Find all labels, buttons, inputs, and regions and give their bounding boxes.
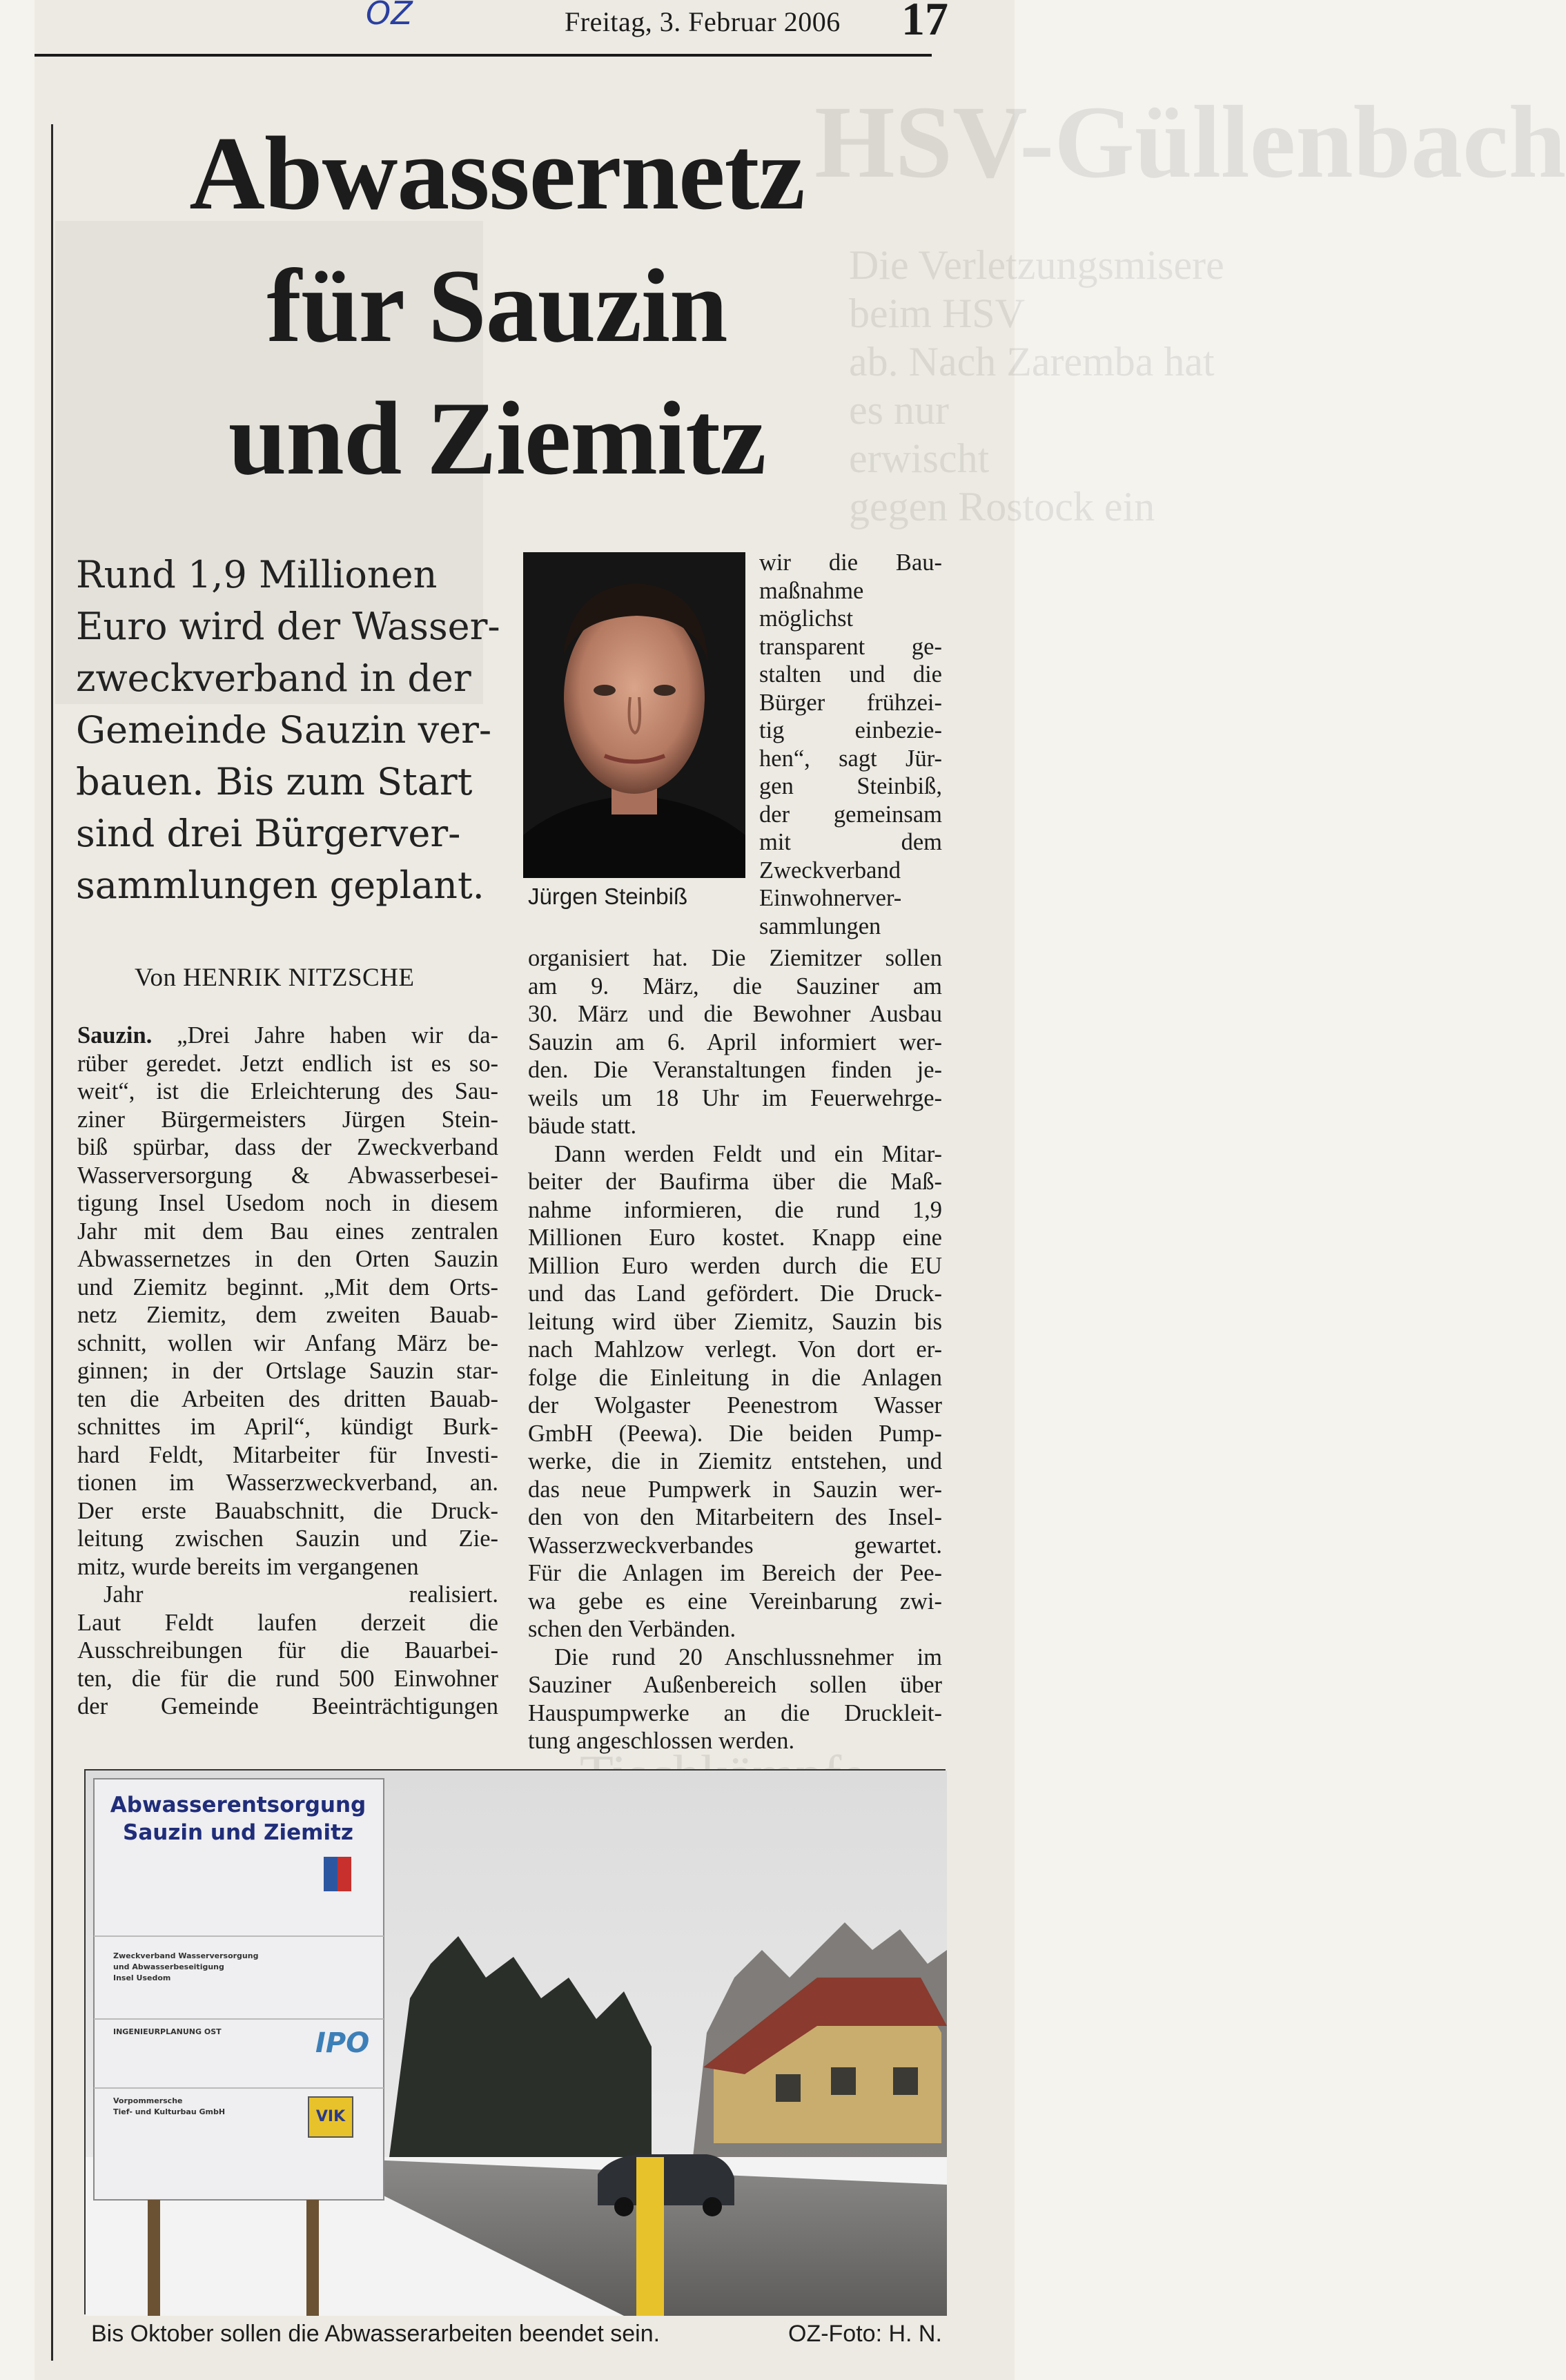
text-line: am 9. März, die Sauziner am	[528, 973, 942, 999]
text-line: Ausschreibungen für die Bauarbei-	[77, 1637, 498, 1664]
text-line: möglichst	[759, 605, 854, 632]
text-line: ginnen; in der Ortslage Sauzin star-	[77, 1358, 498, 1384]
text-line: schnitt, wollen wir Anfang März be-	[77, 1329, 498, 1356]
sign-block-text: und Abwasserbeseitigung	[113, 1962, 224, 1971]
ipo-logo: IPO	[315, 2027, 370, 2059]
lead-paragraph	[76, 549, 518, 911]
lead-line: sammlungen geplant.	[76, 864, 485, 907]
headline-line: Abwassernetz	[189, 115, 805, 231]
sign-block-text: Zweckverband Wasserversorgung	[113, 1951, 259, 1960]
text-line: Wasserversorgung & Abwasserbesei-	[77, 1162, 498, 1189]
byline: Von HENRIK NITZSCHE	[135, 964, 415, 992]
sign-block-text: Vorpommersche	[113, 2096, 183, 2105]
text-line: der Wolgaster Peenestrom Wasser	[528, 1392, 942, 1418]
text-line: Million Euro werden durch die EU	[528, 1252, 942, 1279]
text-line: GmbH (Peewa). Die beiden Pump-	[528, 1420, 942, 1447]
article-column-2-top	[759, 549, 942, 940]
portrait-image	[523, 552, 745, 878]
text-line: Bürger frühzei-	[759, 689, 942, 716]
text-line: schnittes im April“, kündigt Burk-	[77, 1414, 498, 1440]
text-line: tigung Insel Usedom noch in diesem	[77, 1190, 498, 1216]
text-line: den von den Mitarbeitern des Insel-	[528, 1504, 942, 1530]
text-line: nach Mahlzow verlegt. Von dort er-	[528, 1336, 942, 1363]
text-line: 30. März und die Bewohner Ausbau	[528, 1001, 942, 1027]
text-line: netz Ziemitz, dem zweiten Bauab-	[77, 1302, 498, 1328]
street-scene-image	[86, 1771, 947, 2316]
text-line: maßnahme	[759, 577, 864, 604]
text-line: wir die Bau-	[759, 549, 942, 576]
text-line: organisiert hat. Die Ziemitzer sollen	[528, 945, 942, 971]
portrait-photo	[523, 552, 745, 878]
text-line: Laut Feldt laufen derzeit die	[77, 1609, 498, 1636]
text-line: Jahr realisiert.	[104, 1581, 498, 1608]
lead-line: Gemeinde Sauzin ver-	[76, 708, 492, 752]
bleed-through-title: HSV-Güllenbach	[814, 85, 1566, 199]
text-line: Einwohnerver-	[759, 885, 902, 911]
text-line: tionen im Wasserzweckverband, an.	[77, 1470, 498, 1496]
text-line: mitz, wurde bereits im vergangenen	[77, 1553, 419, 1580]
portrait-caption: Jürgen Steinbiß	[528, 884, 688, 909]
text-line: und Ziemitz beginnt. „Mit dem Orts-	[77, 1274, 498, 1300]
sign-block-text: Tief- und Kulturbau GmbH	[113, 2107, 226, 2116]
text-line: nahme informieren, die rund 1,9	[528, 1196, 942, 1223]
dateline-place: Sauzin.	[77, 1022, 153, 1048]
text-line: ziner Bürgermeisters Jürgen Stein-	[77, 1106, 498, 1133]
text-line: Millionen Euro kostet. Knapp eine	[528, 1225, 942, 1251]
text-line: der Gemeinde Beeinträchtigungen	[77, 1693, 498, 1719]
masthead	[35, 0, 948, 57]
text-line: schen den Verbänden.	[528, 1616, 736, 1642]
text-line: folge die Einleitung in die Anlagen	[528, 1364, 942, 1391]
text-line	[77, 1022, 498, 1050]
bleed-through-line: beim HSV	[849, 291, 1025, 336]
sign-title-line: Abwasserentsorgung	[110, 1793, 366, 1817]
text-line: weils um 18 Uhr im Feuerwehrge-	[528, 1084, 942, 1111]
lead-line: sind drei Bürgerver-	[76, 812, 461, 855]
text-line: ten die Arbeiten des dritten Bauab-	[77, 1385, 498, 1412]
sign-block-text: INGENIEURPLANUNG OST	[113, 2027, 222, 2036]
bleed-through-line: gegen Rostock ein	[849, 484, 1155, 529]
handwritten-mark: OZ	[366, 0, 413, 32]
text-line: Zweckverband	[759, 857, 901, 884]
text-line: wa gebe es eine Vereinbarung zwi-	[528, 1588, 942, 1615]
article-column-1	[77, 1022, 498, 1721]
text-line: tig einbezie-	[759, 717, 942, 743]
article-photo	[84, 1769, 946, 2314]
text-line: tung angeschlossen werden.	[528, 1728, 795, 1754]
bleed-through-line: ab. Nach Zaremba hat	[849, 339, 1215, 384]
lead-line: Euro wird der Wasser-	[76, 605, 500, 648]
text-line: bäude statt.	[528, 1113, 637, 1139]
page-number: 17	[901, 0, 948, 45]
vik-logo: VIK	[308, 2096, 353, 2138]
lead-line: bauen. Bis zum Start	[76, 760, 473, 803]
lead-line: Rund 1,9 Millionen	[76, 553, 438, 596]
text-line: der gemeinsam	[759, 801, 942, 828]
text-line: gen Steinbiß,	[759, 773, 942, 799]
text-line: beiter der Baufirma über die Maß-	[528, 1169, 942, 1195]
column-rule	[51, 124, 53, 2361]
text-line: Sauzin am 6. April informiert wer-	[528, 1028, 942, 1055]
sign-title-line: Sauzin und Ziemitz	[123, 1820, 353, 1845]
text-line: biß spürbar, dass der Zweckverband	[77, 1134, 498, 1160]
text-line: Für die Anlagen im Bereich der Pee-	[528, 1560, 942, 1586]
photo-credit: OZ-Foto: H. N.	[788, 2321, 942, 2347]
text-line: leitung zwischen Sauzin und Zie-	[77, 1525, 498, 1552]
text-line: den. Die Veranstaltungen finden je-	[528, 1057, 942, 1083]
text-line: rüber geredet. Jetzt endlich ist es so-	[77, 1050, 498, 1077]
bleed-through-line: erwischt	[849, 436, 990, 481]
sign-title	[97, 1791, 380, 1846]
text-line: stalten und die	[759, 661, 942, 687]
text-line: Hauspumpwerke an die Druckleit-	[528, 1699, 942, 1726]
text-line: transparent ge-	[759, 633, 942, 660]
headline-line: und Ziemitz	[228, 380, 766, 496]
photo-caption: Bis Oktober sollen die Abwasserarbeiten beendet sein.	[91, 2321, 660, 2347]
issue-date: Freitag, 3. Februar 2006	[565, 6, 841, 37]
text-line: mit dem	[759, 829, 942, 855]
text-line: weit“, ist die Erleichterung des Sau-	[77, 1078, 498, 1104]
headline-line: für Sauzin	[266, 248, 727, 364]
text-line: Wasserzweckverbandes gewartet.	[528, 1532, 942, 1559]
bleed-through-line: Die Verletzungsmisere	[849, 242, 1224, 288]
text-line: Jahr mit dem Bau eines zentralen	[77, 1218, 498, 1245]
sign-block-text: Insel Usedom	[113, 1973, 171, 1982]
text-line: Dann werden Feldt und ein Mitar-	[554, 1140, 942, 1167]
lead-line: zweckverband in der	[76, 656, 471, 700]
text-line: Der erste Bauabschnitt, die Druck-	[77, 1497, 498, 1524]
text-line: werke, die in Ziemitz entstehen, und	[528, 1448, 942, 1474]
text-line: hen“, sagt Jür-	[759, 745, 942, 772]
article-column-2	[528, 944, 942, 1755]
text-line: das neue Pumpwerk in Sauzin wer-	[528, 1476, 942, 1503]
headline	[69, 107, 925, 505]
text-line: Abwassernetzes in den Orten Sauzin	[77, 1246, 498, 1272]
text-line: hard Feldt, Mitarbeiter für Investi-	[77, 1441, 498, 1468]
text-line: Die rund 20 Anschlussnehmer im	[554, 1643, 942, 1670]
bleed-through-line: es nur	[849, 387, 949, 433]
text-fragment: „Drei Jahre haben wir da-	[152, 1022, 498, 1048]
text-line: und das Land gefördert. Die Druck-	[528, 1280, 942, 1307]
text-line: Sauziner Außenbereich sollen über	[528, 1672, 942, 1698]
text-line: ten, die für die rund 500 Einwohner	[77, 1665, 498, 1692]
text-line: sammlungen	[759, 913, 881, 939]
text-line: leitung wird über Ziemitz, Sauzin bis	[528, 1308, 942, 1335]
